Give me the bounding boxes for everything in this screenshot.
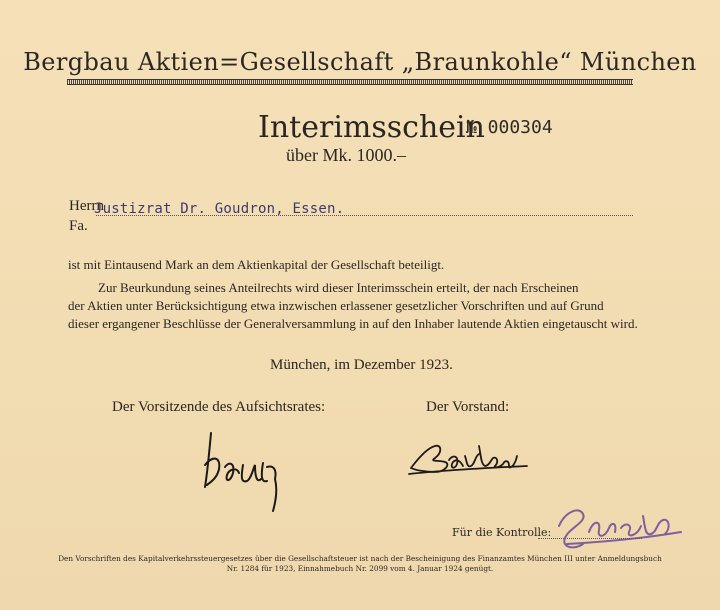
place-date: München, im Dezember 1923. [270, 357, 453, 373]
certificate-title: Interimsschein [258, 110, 485, 145]
holder-dotted-line [96, 215, 633, 216]
tax-footnote-line-2: Nr. 1284 für 1923, Einnahmebuch Nr. 2099 vom 4. Januar 1924 genügt. [226, 564, 494, 573]
certificate-amount: über Mk. 1000.– [286, 145, 406, 165]
header-rule [67, 79, 633, 85]
certificate-number: № 000304 [466, 117, 553, 138]
body-line-3: der Aktien unter Berücksichtigung etwa inzwischen erlassener gesetzlicher Vorschriften und auf Grund [68, 298, 604, 313]
holder-label-fa: Fa. [69, 218, 88, 234]
body-line-1: ist mit Eintausend Mark an dem Aktienkapital der Gesellschaft beteiligt. [68, 257, 445, 272]
holder-name: Justizrat Dr. Goudron, Essen. [94, 201, 345, 217]
tax-footnote [40, 554, 680, 574]
board-label: Der Vorstand: [426, 399, 510, 415]
company-name: Bergbau Aktien=Gesellschaft „Braunkohle“ München [23, 48, 697, 76]
body-line-4: dieser ergangener Beschlüsse der Generalversammlung in auf den Inhaber lautende Aktien eingetauscht wird. [68, 316, 638, 331]
tax-footnote-line-1: Den Vorschriften des Kapitalverkehrssteuergesetzes über die Gesellschaftsteuer ist nach der Bescheinigung des Finanzamtes München III unter Anmeldungsbuch [58, 554, 662, 563]
controller-signature [545, 498, 685, 558]
control-label: Für die Kontrolle: [452, 526, 552, 539]
chairman-label: Der Vorsitzende des Aufsichtsrates: [112, 399, 326, 415]
body-line-2: Zur Beurkundung seines Anteilrechts wird dieser Interimsschein erteilt, der nach Erscheinen [98, 280, 579, 295]
board-signature [405, 438, 535, 478]
holder-label-herr: Herrn [69, 198, 104, 214]
chairman-signature [195, 425, 295, 515]
